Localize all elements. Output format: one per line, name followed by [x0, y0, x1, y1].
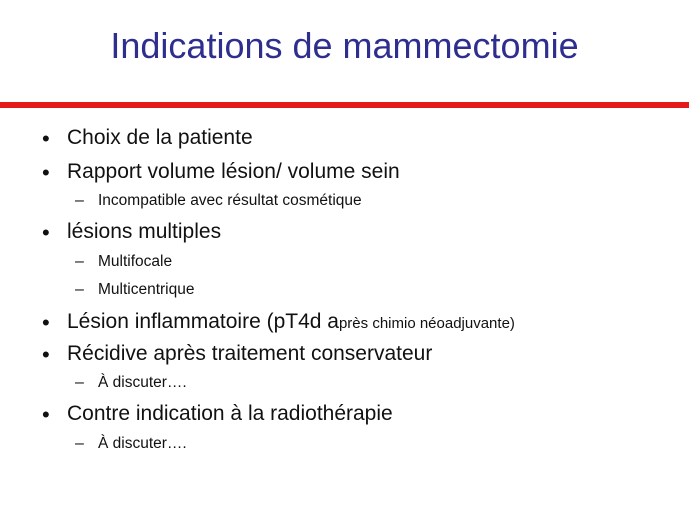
dash-icon: –: [75, 281, 84, 298]
list-item-text: [67, 310, 515, 334]
dash-icon: –: [75, 192, 84, 209]
bullet-icon: •: [42, 310, 50, 335]
list-subitem-text: Incompatible avec résultat cosmétique: [98, 192, 362, 209]
list-item-text: Contre indication à la radiothérapie: [67, 402, 393, 425]
list-item-text: lésions multiples: [67, 220, 222, 243]
list-subitem-text: À discuter….: [98, 435, 187, 452]
bullet-icon: •: [42, 160, 50, 185]
list-subitem-text: Multifocale: [98, 253, 173, 270]
dash-icon: –: [75, 253, 84, 270]
bullet-icon: •: [42, 402, 50, 427]
dash-icon: –: [75, 435, 84, 452]
list-item-text: Choix de la patiente: [67, 126, 253, 149]
bullet-icon: •: [42, 126, 50, 151]
slide-title: Indications de mammectomie: [110, 25, 579, 66]
list-item-text-small: près chimio néoadjuvante): [338, 315, 515, 332]
bullet-icon: •: [42, 220, 50, 245]
list-item-text-main: Lésion inflammatoire (pT4d a: [67, 310, 339, 333]
list-subitem-text: Multicentrique: [98, 281, 195, 298]
list-item-text: Récidive après traitement conservateur: [67, 342, 433, 365]
bullet-icon: •: [42, 342, 50, 367]
list-item-text: Rapport volume lésion/ volume sein: [67, 160, 400, 183]
dash-icon: –: [75, 374, 84, 391]
list-subitem-text: À discuter….: [98, 374, 187, 391]
